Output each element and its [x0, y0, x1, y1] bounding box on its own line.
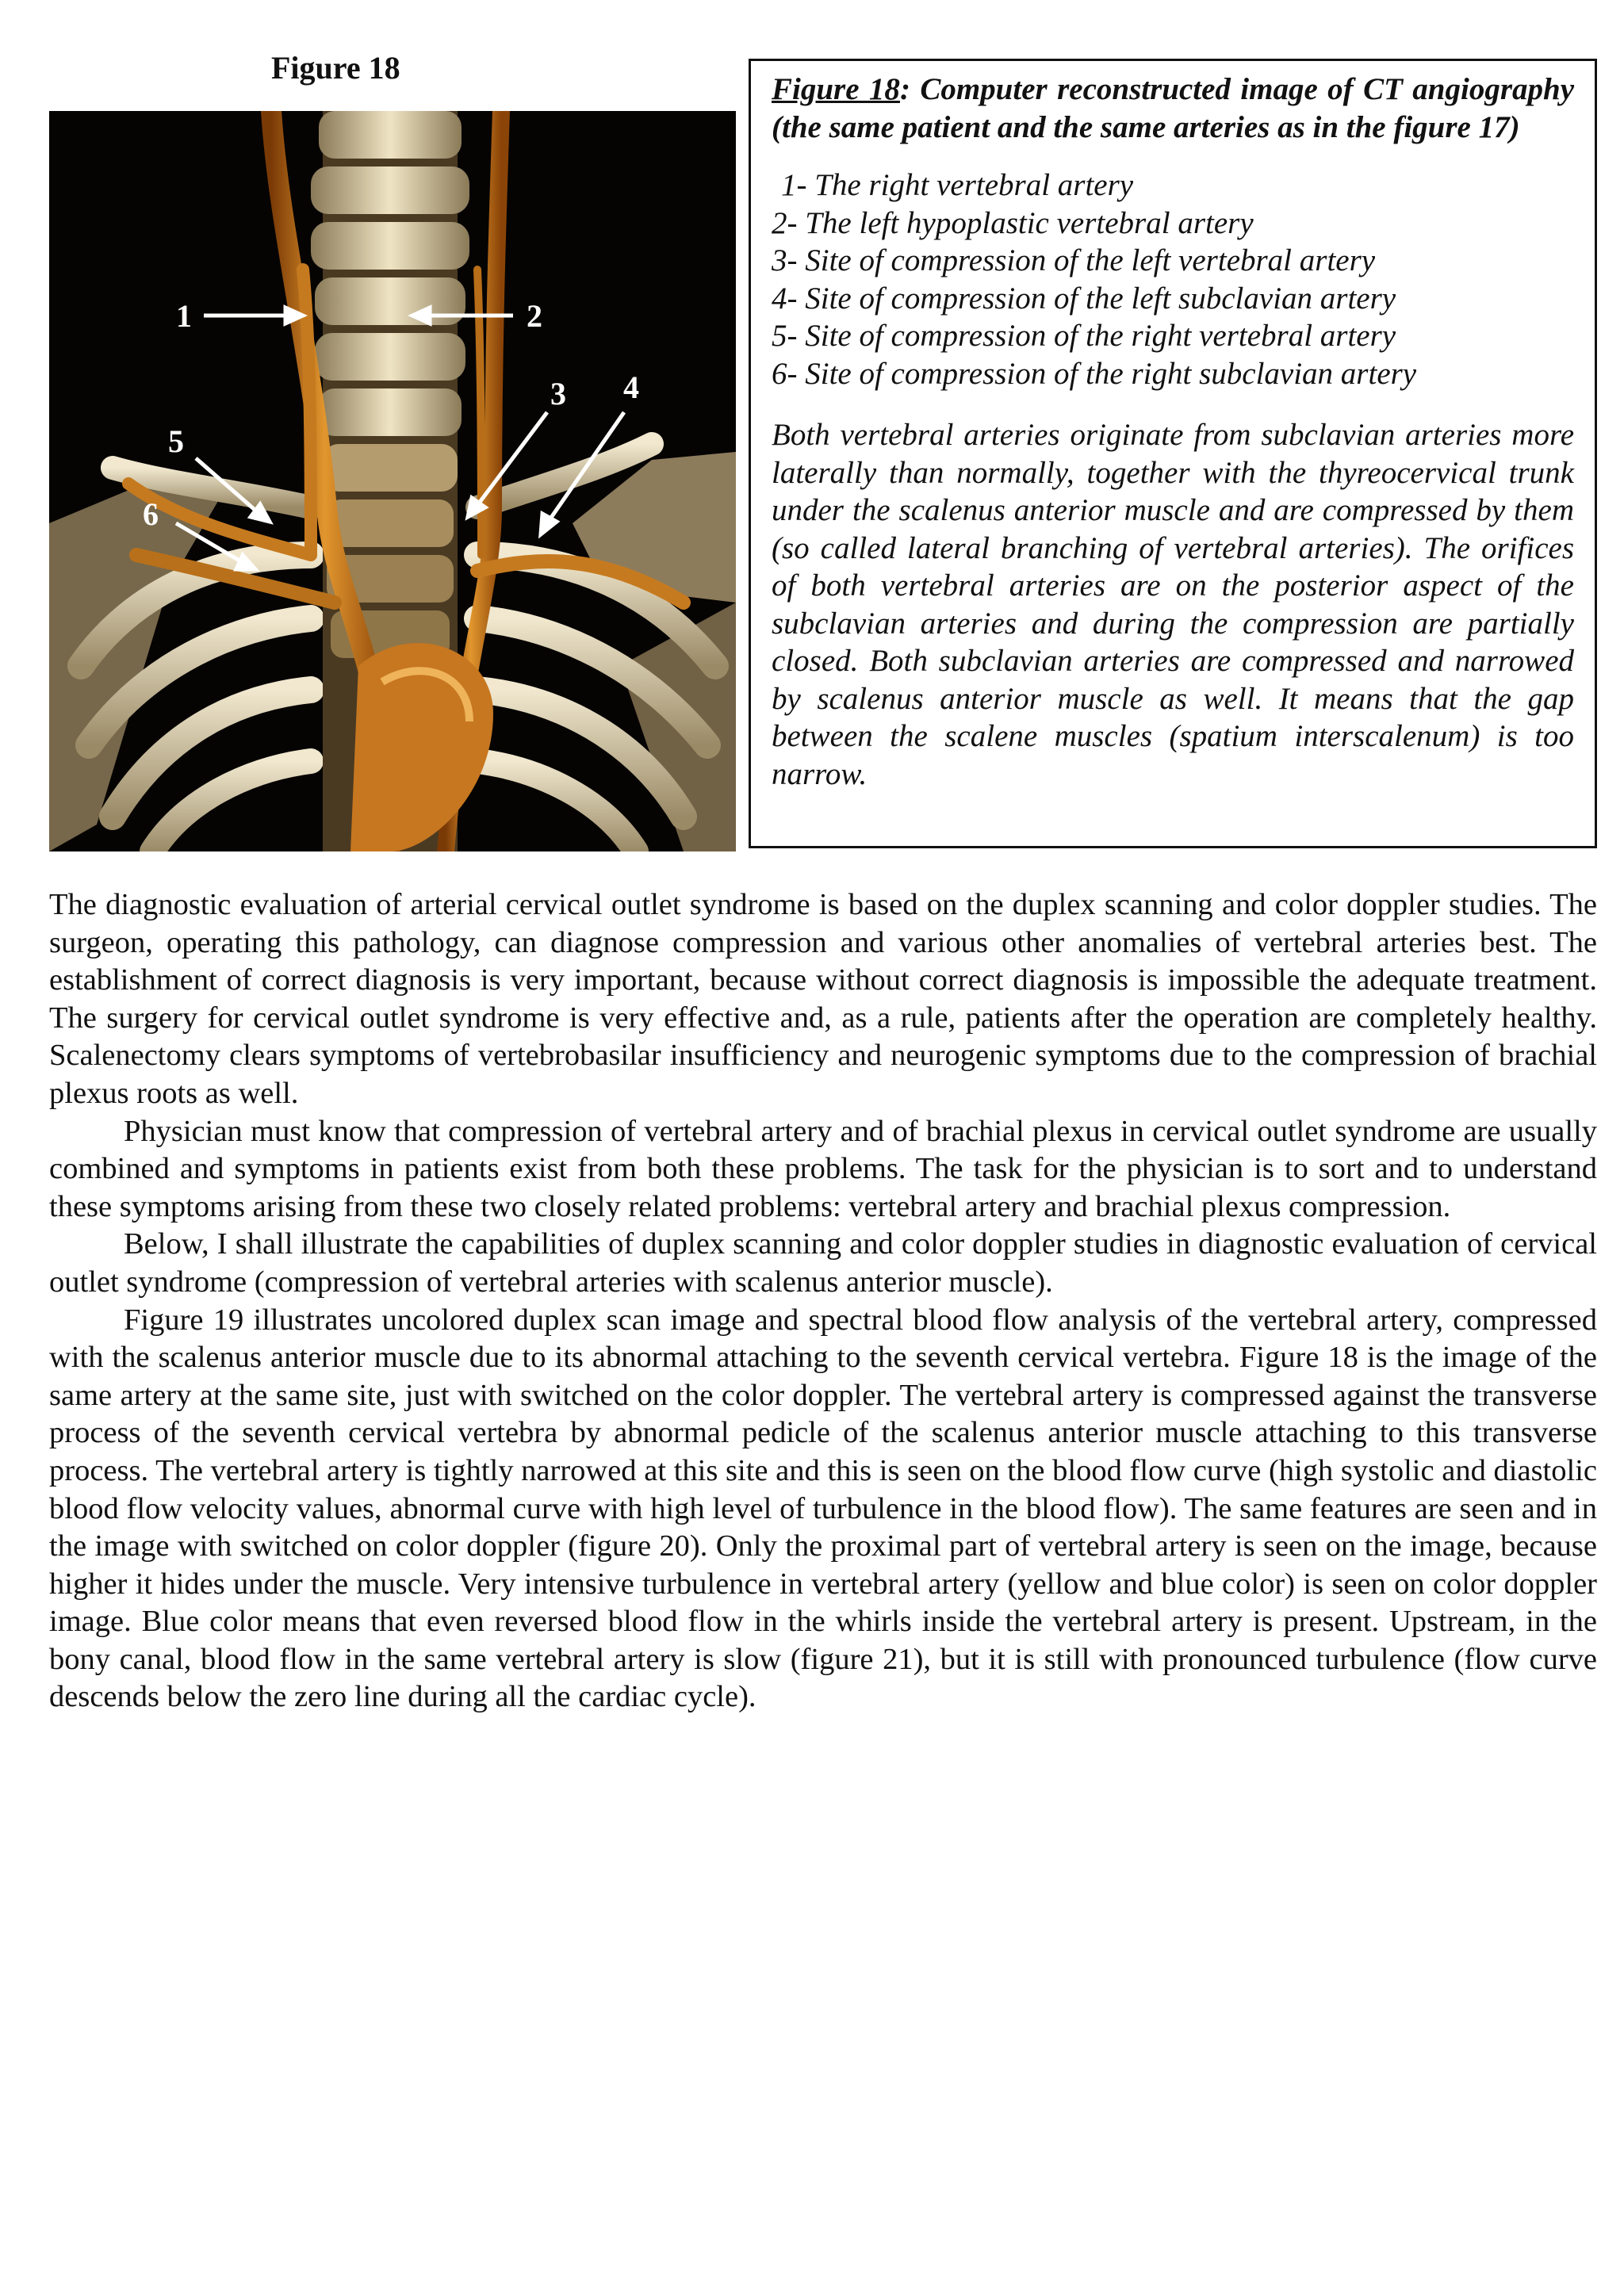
caption-title-rest: : Computer reconstructed image of CT angiography (the same patient and the same arteries as in the figure 17) — [772, 72, 1574, 144]
caption-legend-item: 3- Site of compression of the left vertebral artery — [772, 243, 1376, 277]
body-paragraph: Below, I shall illustrate the capabilities of duplex scanning and color doppler studies in diagnostic evaluation of cervical outlet syndrome (compression of vertebral arteries with scalenus anterior muscle). — [49, 1227, 1597, 1299]
figure-caption-box — [749, 59, 1597, 848]
caption-title-lead: Figure 18 — [772, 72, 900, 106]
caption-title — [772, 71, 1574, 146]
callout-1: 1 — [176, 298, 192, 334]
figure-label: Figure 18 — [271, 50, 400, 86]
callout-2: 2 — [527, 298, 542, 334]
caption-legend-item: 5- Site of compression of the right vertebral artery — [772, 319, 1396, 353]
callout-5: 5 — [168, 423, 184, 459]
caption-legend-list — [772, 166, 1574, 392]
callout-6: 6 — [143, 496, 159, 532]
body-paragraph: The diagnostic evaluation of arterial cervical outlet syndrome is based on the duplex scanning and color doppler studies. The surgeon, operating this pathology, can diagnose compression and various other anomalies of vertebral arteries best. The establishment of correct diagnosis is very important, because without correct diagnosis is impossible the adequate treatment. The surgery for cervical outlet syndrome is very effective and, as a rule, patients after the operation are completely healthy. Scalenectomy clears symptoms of vertebrobasilar insufficiency and neurogenic symptoms due to the compression of brachial plexus roots as well. — [49, 888, 1597, 1110]
caption-legend-item: 1- The right vertebral artery — [781, 168, 1134, 202]
caption-legend-item: 2- The left hypoplastic vertebral artery — [772, 205, 1254, 240]
caption-legend-item: 6- Site of compression of the right subclavian artery — [772, 356, 1417, 391]
ct-angiography-image — [49, 111, 736, 851]
caption-description: Both vertebral arteries originate from subclavian arteries more laterally than normally, together with the thyreocervical trunk under the scalenus anterior muscle and are compressed by them (so called lateral branching of vertebral arteries). The orifices of both vertebral arteries are on the posterior aspect of the subclavian arteries and during the compression are partially closed. Both subclavian arteries are compressed and narrowed by scalenus anterior muscle as well. It means that the gap between the scalene muscles (spatium interscalenum) is too narrow. — [772, 418, 1574, 791]
callout-4: 4 — [623, 369, 639, 405]
body-text — [49, 886, 1597, 1716]
body-paragraph: Physician must know that compression of vertebral artery and of brachial plexus in cervical outlet syndrome are usually combined and symptoms in patients exist from both these problems. The task for the physician is to sort and to understand these symptoms arising from these two closely related problems: vertebral artery and brachial plexus compression. — [49, 1114, 1597, 1223]
callout-3: 3 — [550, 376, 566, 411]
body-paragraph: Figure 19 illustrates uncolored duplex scan image and spectral blood flow analysis of the vertebral artery, compressed with the scalenus anterior muscle due to its abnormal attaching to the seventh cervical vertebra. Figure 18 is the image of the same artery at the same site, just with switched on the color doppler. The vertebral artery is compressed against the transverse process of the seventh cervical vertebra by abnormal pedicle of the scalenus anterior muscle attaching to this transverse process. The vertebral artery is tightly narrowed at this site and this is seen on the blood flow curve (high systolic and diastolic blood flow velocity values, abnormal curve with high level of turbulence in the blood flow). The same features are seen and in the image with switched on color doppler (figure 20). Only the proximal part of vertebral artery is seen on the image, because higher it hides under the muscle. Very intensive turbulence in vertebral artery (yellow and blue color) is seen on color doppler image. Blue color means that even reversed blood flow in the whirls inside the vertebral artery is present. Upstream, in the bony canal, blood flow in the same vertebral artery is slow (figure 21), but it is still with pronounced turbulence (flow curve descends below the zero line during all the cardiac cycle). — [49, 1303, 1597, 1714]
caption-legend-item: 4- Site of compression of the left subclavian artery — [772, 281, 1396, 316]
